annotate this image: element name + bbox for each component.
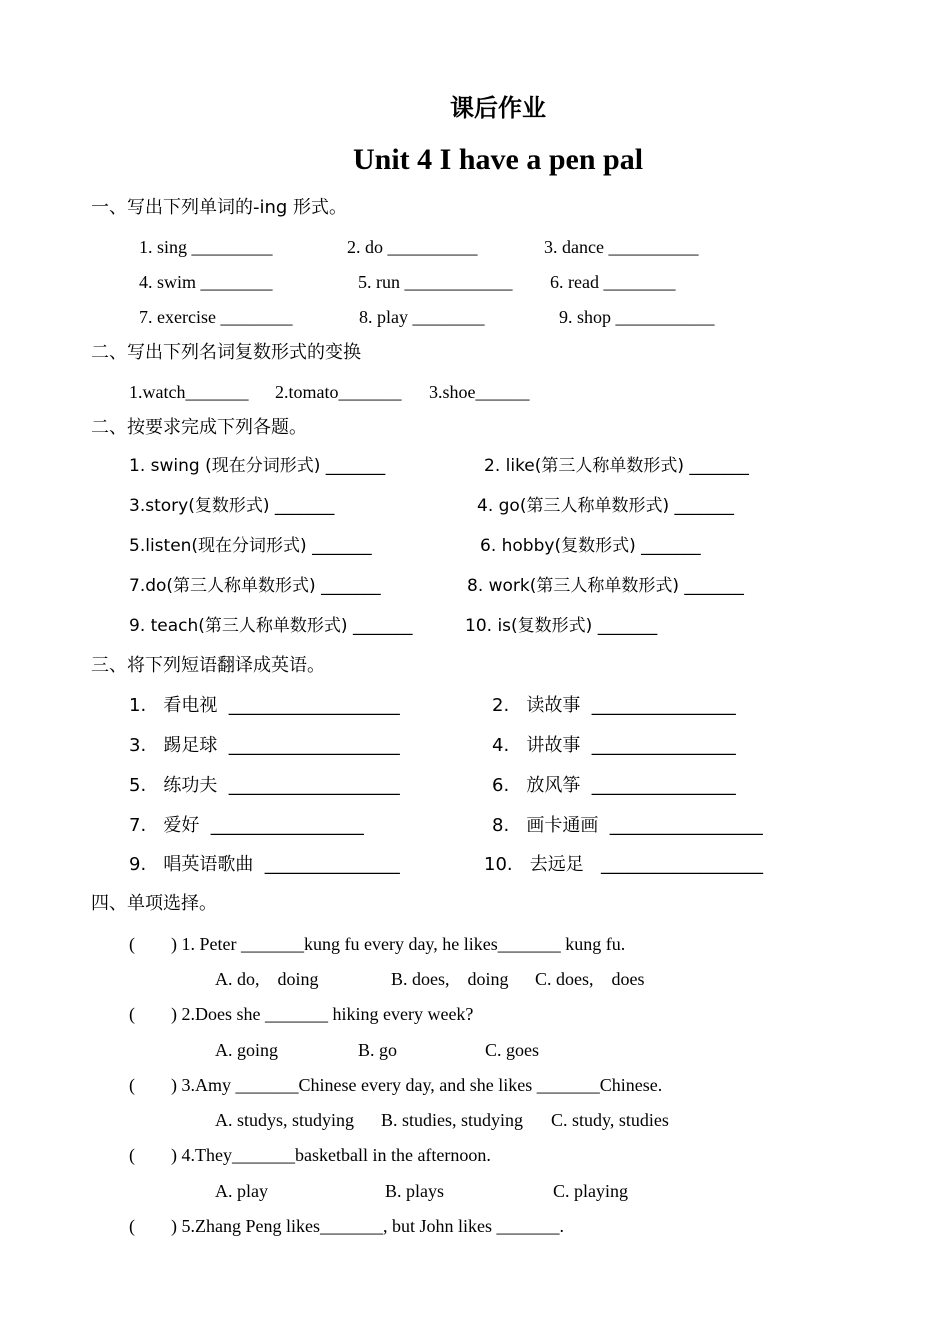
question-5: ( ) 5.Zhang Peng likes_______, but John likes _______. (129, 1216, 564, 1236)
list-item: 2. 读故事 ________________ (492, 695, 736, 716)
list-item: 4. go(第三人称单数形式) _______ (477, 496, 734, 516)
question-3: ( ) 3.Amy _______Chinese every day, and she likes _______Chinese. (129, 1075, 663, 1095)
option-a: A. do, doing (215, 969, 319, 989)
list-item: 4. swim ________ (139, 272, 273, 292)
list-item: 3.story(复数形式) _______ (129, 496, 335, 516)
list-item: 2.tomato_______ (275, 382, 402, 402)
list-item: 8. work(第三人称单数形式) _______ (467, 576, 744, 596)
list-item: 1.watch_______ (129, 382, 249, 402)
list-item: 7. 爱好 _________________ (129, 815, 364, 836)
list-item: 3. dance __________ (544, 237, 699, 257)
list-item: 5. 练功夫 ___________________ (129, 775, 400, 796)
list-item: 5. run ____________ (358, 272, 513, 292)
list-item: 3.shoe______ (429, 382, 530, 402)
option-c: C. does, does (535, 969, 645, 989)
list-item: 8. 画卡通画 _________________ (492, 815, 763, 836)
list-item: 1. sing _________ (139, 237, 273, 257)
option-a: A. play (215, 1181, 268, 1201)
section-heading-5: 四、单项选择。 (91, 893, 217, 914)
list-item: 9. 唱英语歌曲 _______________ (129, 854, 400, 875)
list-item: 9. teach(第三人称单数形式) _______ (129, 616, 413, 636)
list-item: 4. 讲故事 ________________ (492, 735, 736, 756)
option-c: C. study, studies (551, 1110, 669, 1130)
section-heading-4: 三、将下列短语翻译成英语。 (91, 655, 325, 676)
option-a: A. studys, studying (215, 1110, 355, 1130)
question-2: ( ) 2.Does she _______ hiking every week? (129, 1004, 474, 1024)
list-item: 6. hobby(复数形式) _______ (480, 536, 701, 556)
list-item: 1. swing (现在分词形式) _______ (129, 456, 386, 476)
section-heading-2: 二、写出下列名词复数形式的变换 (91, 342, 361, 363)
list-item: 9. shop ___________ (559, 307, 715, 327)
section-heading-1: 一、写出下列单词的-ing 形式。 (91, 197, 348, 218)
option-c: C. playing (553, 1181, 628, 1201)
unit-title: Unit 4 I have a pen pal (353, 143, 644, 176)
option-b: B. go (358, 1040, 398, 1060)
page-title: 课后作业 (450, 94, 546, 122)
list-item: 10. 去远足 __________________ (484, 854, 763, 875)
option-b: B. does, doing (391, 969, 509, 989)
list-item: 5.listen(现在分词形式) _______ (129, 536, 372, 556)
list-item: 3. 踢足球 ___________________ (129, 735, 400, 756)
list-item: 8. play ________ (359, 307, 485, 327)
list-item: 10. is(复数形式) _______ (465, 616, 658, 636)
option-b: B. plays (385, 1181, 445, 1201)
list-item: 1. 看电视 ___________________ (129, 695, 400, 716)
list-item: 7.do(第三人称单数形式) _______ (129, 576, 381, 596)
option-c: C. goes (485, 1040, 539, 1060)
question-4: ( ) 4.They_______basketball in the afternoon. (129, 1145, 491, 1165)
section-heading-3: 二、按要求完成下列各题。 (91, 417, 307, 438)
list-item: 6. 放风筝 ________________ (492, 775, 736, 796)
option-b: B. studies, studying (381, 1110, 524, 1130)
option-a: A. going (215, 1040, 278, 1060)
question-1: ( ) 1. Peter _______kung fu every day, he likes_______ kung fu. (129, 934, 626, 954)
list-item: 2. like(第三人称单数形式) _______ (484, 456, 749, 476)
list-item: 6. read ________ (550, 272, 676, 292)
list-item: 2. do __________ (347, 237, 478, 257)
list-item: 7. exercise ________ (139, 307, 293, 327)
